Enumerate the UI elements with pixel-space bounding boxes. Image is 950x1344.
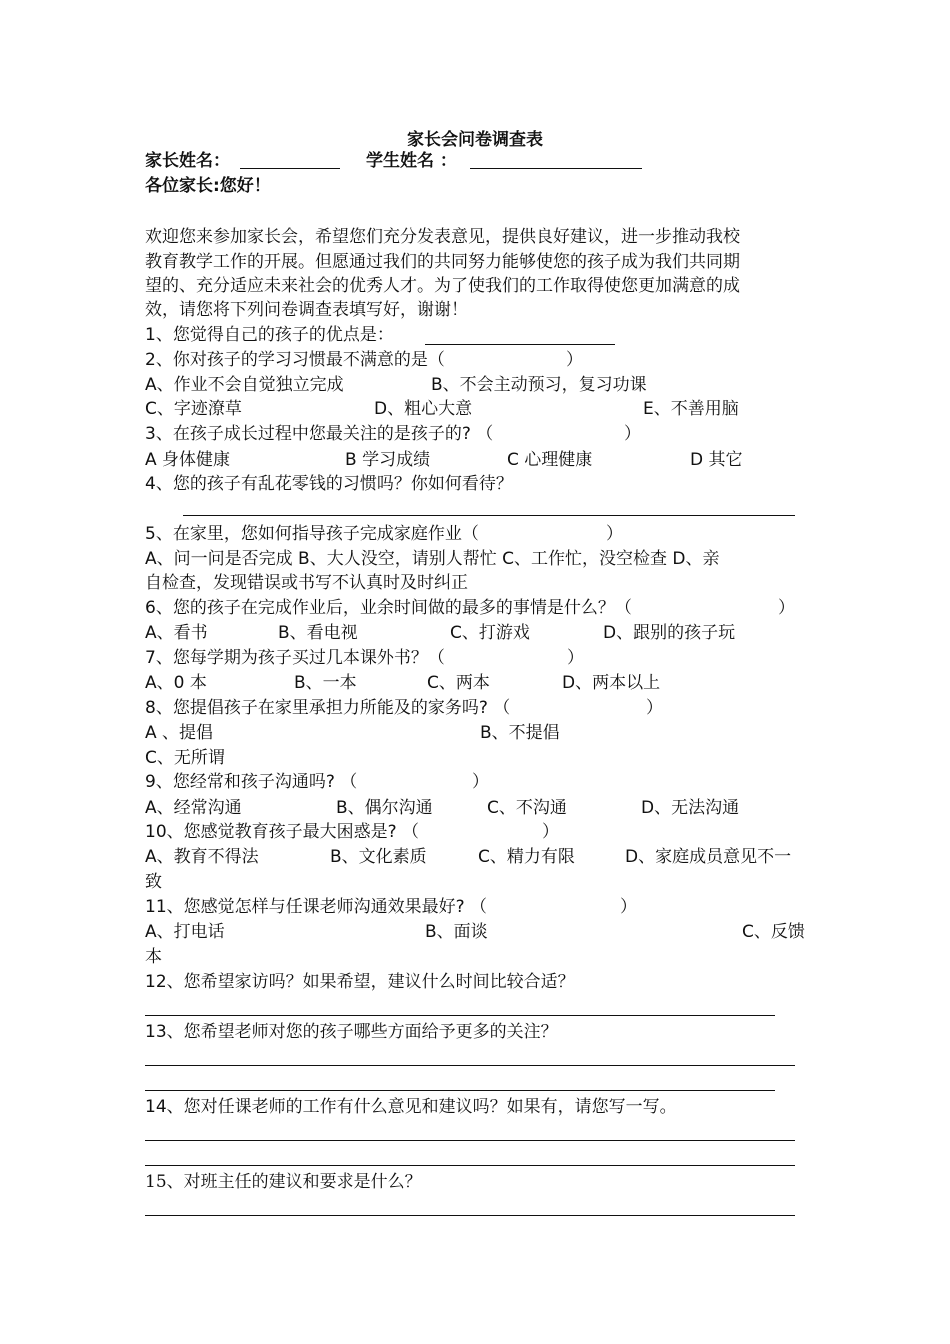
q9-option[interactable]: A、经常沟通 [145,798,242,818]
q3-option[interactable]: A 身体健康 [145,450,231,470]
q15-answer-line[interactable] [145,1215,795,1216]
q6-option[interactable]: D、跟别的孩子玩 [603,623,736,643]
q2-option[interactable]: B、不会主动预习，复习功课 [431,375,647,395]
q7-option[interactable]: C、两本 [427,673,490,693]
q7-option[interactable]: D、两本以上 [562,673,661,693]
intro-line: 效，请您将下列问卷调查表填写好，谢谢！ [145,300,468,320]
q9-option[interactable]: C、不沟通 [487,798,567,818]
q10-option-cont: 致 [145,872,162,892]
q12-answer-line[interactable] [145,1015,775,1016]
parent-name-label: 家长姓名： [145,151,230,171]
q2-paren-close: ） [566,350,583,370]
q7-option[interactable]: B、一本 [294,673,357,693]
q14-answer-line[interactable] [145,1165,795,1166]
question-2: 2、你对孩子的学习习惯最不满意的是（ [145,350,445,370]
q11-option[interactable]: A、打电话 [145,922,225,942]
q3-paren-close: ） [624,424,641,444]
q11-option[interactable]: B、面谈 [425,922,488,942]
intro-line: 欢迎您来参加家长会，希望您们充分发表意见，提供良好建议，进一步推动我校 [145,227,740,247]
q6-paren-close: ） [778,598,795,618]
question-4: 4、您的孩子有乱花零钱的习惯吗？你如何看待？ [145,474,513,494]
intro-line: 望的、充分适应未来社会的优秀人才。为了使我们的工作取得使您更加满意的成 [145,276,740,296]
q6-option[interactable]: B、看电视 [278,623,358,643]
q8-option[interactable]: A 、提倡 [145,723,214,743]
q2-option[interactable]: E、不善用脑 [643,399,739,419]
q2-option[interactable]: C、字迹潦草 [145,399,242,419]
q5-paren-close: ） [606,524,623,544]
student-name-field[interactable] [470,168,642,169]
q2-option[interactable]: A、作业不会自觉独立完成 [145,375,344,395]
question-6: 6、您的孩子在完成作业后，业余时间做的最多的事情是什么？（ [145,598,632,618]
question-1: 1、您觉得自己的孩子的优点是： [145,325,394,345]
q3-option[interactable]: C 心理健康 [507,450,593,470]
question-3: 3、在孩子成长过程中您最关注的是孩子的? （ [145,424,494,444]
question-10: 10、您感觉教育孩子最大困惑是? （ [145,822,420,842]
q10-option[interactable]: C、精力有限 [478,847,575,867]
q11-paren-close: ） [620,897,637,917]
q8-option[interactable]: C、无所谓 [145,748,225,768]
q10-paren-close: ） [542,822,559,842]
q11-option[interactable]: C、反馈 [742,922,805,942]
page-title: 家长会问卷调查表 [407,130,543,150]
q8-paren-close: ） [646,698,663,718]
parent-name-field[interactable] [240,168,340,169]
q8-option[interactable]: B、不提倡 [480,723,560,743]
question-8: 8、您提倡孩子在家里承担力所能及的家务吗? （ [145,698,511,718]
q4-answer-line[interactable] [183,515,795,516]
q9-paren-close: ） [472,772,489,792]
q6-option[interactable]: A、看书 [145,623,208,643]
question-12: 12、您希望家访吗？如果希望，建议什么时间比较合适？ [145,972,575,992]
q3-option[interactable]: B 学习成绩 [345,450,431,470]
q13-answer-line[interactable] [145,1065,795,1066]
q11-option-cont: 本 [145,947,162,967]
q9-option[interactable]: D、无法沟通 [641,798,740,818]
question-9: 9、您经常和孩子沟通吗? （ [145,772,358,792]
question-13: 13、您希望老师对您的孩子哪些方面给予更多的关注？ [145,1022,558,1042]
student-name-label: 学生姓名 ： [366,151,457,171]
intro-line: 教育教学工作的开展。但愿通过我们的共同努力能够使您的孩子成为我们共同期 [145,252,740,272]
q3-option[interactable]: D 其它 [690,450,743,470]
question-5: 5、在家里，您如何指导孩子完成家庭作业（ [145,524,479,544]
question-15: 15、对班主任的建议和要求是什么？ [145,1172,422,1192]
q10-option[interactable]: D、家庭成员意见不一 [625,847,792,867]
q1-answer-line[interactable] [425,344,615,345]
q5-options-cont[interactable]: 自检查，发现错误或书写不认真时及时纠正 [145,573,468,593]
q2-option[interactable]: D、粗心大意 [374,399,473,419]
greeting: 各位家长:您好！ [145,176,271,196]
question-11: 11、您感觉怎样与任课老师沟通效果最好? （ [145,897,488,917]
question-14: 14、您对任课老师的工作有什么意见和建议吗？如果有，请您写一写。 [145,1097,677,1117]
q7-paren-close: ） [567,648,584,668]
question-7: 7、您每学期为孩子买过几本课外书？（ [145,648,445,668]
q14-answer-line[interactable] [145,1140,795,1141]
q10-option[interactable]: B、文化素质 [330,847,427,867]
q6-option[interactable]: C、打游戏 [450,623,530,643]
q7-option[interactable]: A、0 本 [145,673,207,693]
q10-option[interactable]: A、教育不得法 [145,847,259,867]
q5-options[interactable]: A、问一问是否完成 B、大人没空，请别人帮忙 C、工作忙，没空检查 D、亲 [145,549,720,569]
q9-option[interactable]: B、偶尔沟通 [336,798,433,818]
q13-answer-line[interactable] [145,1090,775,1091]
